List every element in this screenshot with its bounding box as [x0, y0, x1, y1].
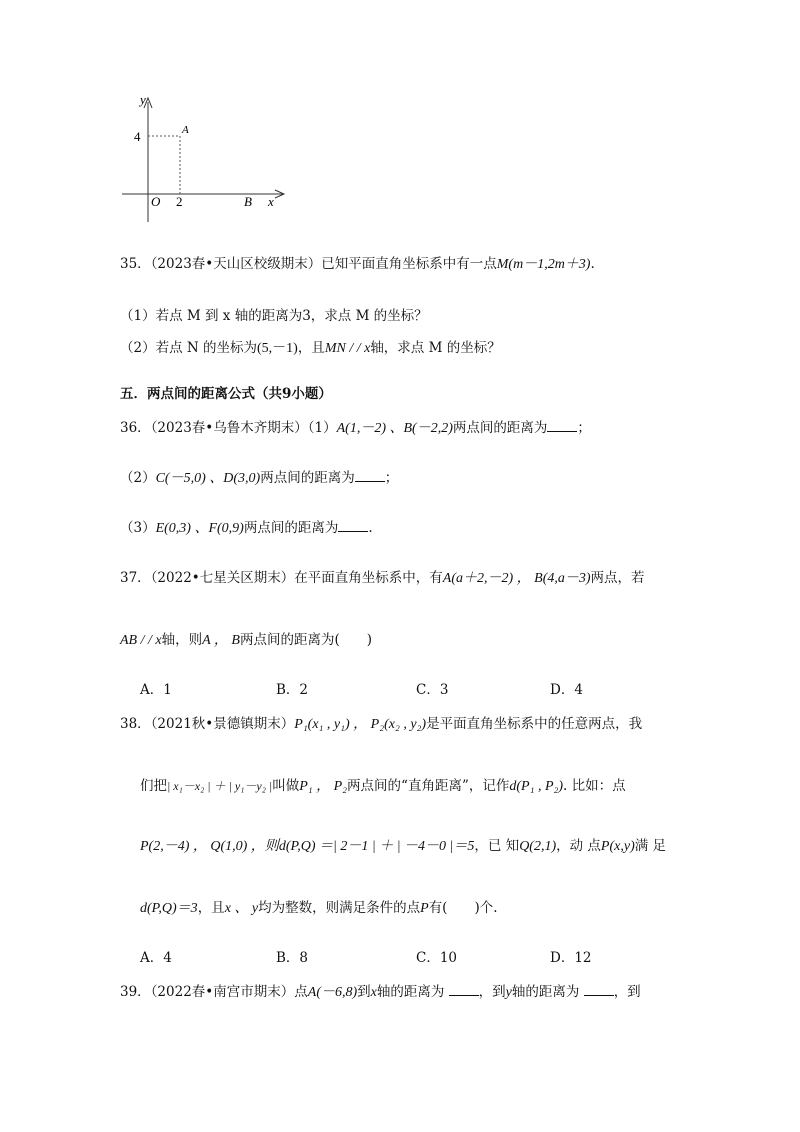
q36-p3-label: （3） — [120, 520, 156, 536]
q36-part3 — [120, 518, 373, 539]
q36-p1-points: A(1,－2) 、B(－2,2) — [336, 421, 453, 436]
q39-y: y — [505, 985, 512, 1000]
q36-p2-end: ； — [384, 470, 399, 486]
q38-l3-f: 满 足 — [634, 838, 667, 854]
point-a-label: A — [182, 124, 189, 136]
q36-p3-points: E(0,3) 、F(0,9) — [155, 521, 244, 536]
q38-line4 — [140, 898, 498, 919]
q35-end: . — [590, 256, 595, 272]
q36-p1-label: （1） — [307, 420, 337, 436]
q39-x: x — [370, 985, 377, 1000]
q38-l3-b: ，已 知 — [474, 838, 520, 854]
q36-part1 — [120, 418, 591, 439]
q36-blank-2[interactable] — [355, 469, 385, 482]
q38-line2 — [140, 776, 626, 797]
q39-a: 点 — [294, 984, 308, 1000]
q36-p3-end: . — [368, 520, 373, 536]
q39-b: 到 — [357, 984, 371, 1000]
q37-number: 37． — [120, 570, 151, 586]
q36-number: 36． — [120, 420, 151, 436]
q38-l3-d: ，动 点 — [556, 838, 601, 854]
q39-d: 轴的距离为 — [376, 984, 445, 1000]
q35-stem-text: 已知平面直角坐标系中有一点 — [321, 256, 497, 272]
q36-p2-label: （2） — [120, 470, 156, 486]
q38-l2-d: d(P₁ , P₂) — [509, 779, 564, 794]
q38-l4-b: ，且 — [197, 900, 225, 916]
q35-p2-e: 轴，求点 M 的坐标？ — [370, 340, 501, 356]
q37-option-b[interactable]: B．2 — [276, 682, 309, 698]
q35-source: （2023春•天山区校级期末） — [150, 256, 322, 272]
q38-number: 38． — [120, 716, 151, 732]
q38-l2-b: 叫做 — [272, 778, 300, 794]
q37-stem — [120, 568, 645, 589]
q37-line2-d: 两点间的距离为( ) — [239, 632, 373, 648]
q38-option-d[interactable]: D．12 — [550, 950, 592, 966]
q38-l4-e: P — [420, 901, 429, 916]
q38-option-c[interactable]: C．10 — [416, 950, 458, 966]
q35-stem — [120, 254, 595, 275]
q38-l3-expr: d(P,Q) ＝| 2－1 | ＋ | －4－0 |＝5 — [278, 839, 475, 854]
q38-l2-c: 两点间的“直角距离”，记作 — [347, 778, 510, 794]
q35-point: M(m－1,2m＋3) — [496, 257, 591, 272]
q36-blank-1[interactable] — [547, 419, 577, 432]
q39-h: ，到 — [613, 984, 641, 1000]
q37-ab: A ， B — [202, 633, 240, 648]
q37-option-d[interactable]: D．4 — [550, 682, 583, 698]
q38-l3-a: P(2,－4) ， Q(1,0) ，则 — [140, 839, 279, 854]
y-axis-label: y — [140, 92, 146, 107]
coordinate-graph — [118, 88, 288, 228]
q38-l2-points: P₁ ， P₂ — [299, 779, 348, 794]
section-heading: 五．两点间的距离公式（共9小题） — [120, 386, 332, 402]
y-tick-4: 4 — [134, 129, 141, 144]
q38-l1-b: 是平面直角坐标系中的任意两点，我 — [426, 716, 643, 732]
q38-l4-c: x 、 y — [224, 901, 259, 916]
q36-part2 — [120, 468, 398, 489]
q35-p2-parallel: MN / / x — [324, 341, 371, 356]
q38-l4-d: 均为整数，则满足条件的点 — [258, 900, 421, 916]
q37-option-a[interactable]: A．1 — [140, 682, 172, 698]
q38-l2-expr: | x₁－x₂ | ＋ | y₁－y₂ | — [167, 779, 273, 793]
q37-stem-b: 两点，若 — [590, 570, 645, 586]
q35-p2-coord: (5,－1) — [256, 341, 298, 356]
x-tick-2: 2 — [176, 194, 183, 209]
q38-l4-f: 有( )个. — [428, 900, 498, 916]
q36-p1-end: ； — [577, 420, 591, 436]
point-b-label: B — [244, 194, 252, 209]
origin-label: O — [151, 194, 161, 209]
q38-l3-c: Q(2,1) — [519, 839, 557, 854]
q36-source: （2023春•乌鲁木齐期末） — [150, 420, 308, 436]
q39-e: ，到 — [478, 984, 506, 1000]
q39-blank-1[interactable] — [449, 983, 479, 996]
q37-line2 — [120, 630, 372, 651]
q36-blank-3[interactable] — [338, 519, 368, 532]
q35-part2 — [120, 338, 501, 359]
q37-stem-a: 在平面直角坐标系中，有 — [294, 570, 443, 586]
q36-p2-text: 两点间的距离为 — [260, 470, 355, 486]
x-axis-label: x — [268, 194, 274, 209]
q38-points: P₁(x₁ , y₁) ， P₂(x₂ , y₂) — [294, 717, 427, 732]
q39-source: （2022春•南宫市期末） — [150, 984, 295, 1000]
q39-stem — [120, 982, 641, 1003]
q39-blank-2[interactable] — [584, 983, 614, 996]
q37-points: A(a＋2,－2) ， B(4,a－3) — [442, 571, 591, 586]
q38-line3 — [140, 836, 666, 857]
q39-point: A(－6,8) — [307, 985, 358, 1000]
q35-part1: （1）若点 M 到 x 轴的距离为3，求点 M 的坐标？ — [120, 308, 428, 324]
q38-l3-e: P(x,y) — [600, 839, 635, 854]
q37-source: （2022•七星关区期末） — [150, 570, 295, 586]
q38-option-a[interactable]: A．4 — [140, 950, 172, 966]
q38-l2-e: . 比如：点 — [563, 778, 626, 794]
q37-parallel: AB / / x — [120, 633, 162, 648]
q36-p3-text: 两点间的距离为 — [243, 520, 339, 536]
q38-source: （2021秋•景德镇期末） — [150, 716, 295, 732]
q38-l4-a: d(P,Q)＝3 — [140, 901, 198, 916]
q39-number: 39． — [120, 984, 151, 1000]
q37-line2-b: 轴，则 — [161, 632, 203, 648]
q38-l2-a: 们把 — [140, 778, 167, 794]
q36-p2-points: C(－5,0) 、D(3,0) — [155, 471, 261, 486]
q35-number: 35． — [120, 256, 151, 272]
q35-p2-a: （2）若点 N 的坐标为 — [120, 340, 257, 356]
q38-line1 — [120, 714, 642, 735]
q38-option-b[interactable]: B．8 — [276, 950, 309, 966]
q35-p2-c: ，且 — [297, 340, 325, 356]
q39-g: 轴的距离为 — [511, 984, 580, 1000]
q36-p1-text: 两点间的距离为 — [452, 420, 548, 436]
q37-option-c[interactable]: C．3 — [416, 682, 449, 698]
